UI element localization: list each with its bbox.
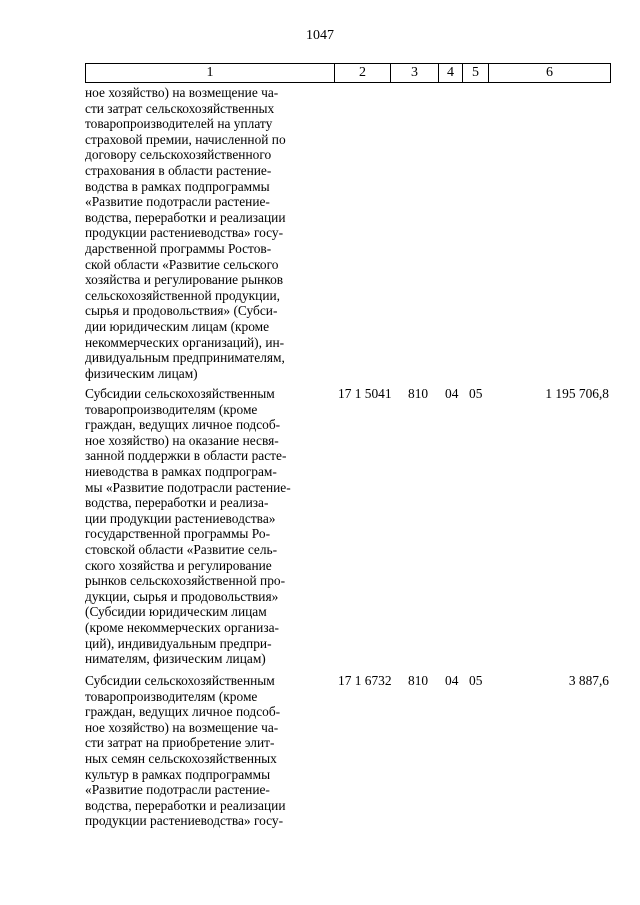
row-description: Субсидии сельскохозяйственным товаропроизводителям (кроме граждан, ведущих личное подсоб- ное хозяйство) на возмещение ча- сти затрат на приобретение элит- ных семян сельскохозяйственных культур в рамках подпрограммы «Развитие подотрасли растение- водства, переработки и реализации продукции растениеводства» госу-: [85, 673, 286, 829]
row-description: ное хозяйство) на возмещение ча- сти затрат сельскохозяйственных товаропроизводителей на уплату страховой премии, начисленной по договору сельскохозяйственного страхования в области растение- водства в рамках подпрограммы «Развитие подотрасли растение- водства, переработки и реализации продукции растениеводства» госу- дарственной программы Ростов- ской области «Развитие сельского хозяйства и регулирование рынков сельскохозяйственной продукции, сырья и продовольствия» (Субси- дии юридическим лицам (кроме некоммерческих организаций), ин- дивидуальным предпринимателям, физическим лицам): [85, 85, 286, 381]
table-row: [85, 386, 611, 671]
target-article-code: 17 1 5041: [338, 386, 392, 401]
column-header-1: 1: [206, 65, 214, 80]
column-header-2: 2: [334, 64, 390, 82]
table-header: [85, 63, 611, 83]
subsection-code: 05: [469, 386, 483, 401]
amount: 3 887,6: [568, 673, 609, 688]
column-header-5: 5: [462, 64, 488, 82]
table-row: [85, 673, 611, 833]
expense-type: 810: [408, 673, 429, 688]
expense-type: 810: [408, 386, 429, 401]
column-header-6: 6: [488, 64, 610, 82]
column-header-3: 3: [390, 64, 438, 82]
column-header-4: 4: [438, 64, 462, 82]
section-code: 04: [445, 386, 459, 401]
table-row: [85, 85, 611, 385]
amount: 1 195 706,8: [545, 386, 609, 401]
row-description: Субсидии сельскохозяйственным товаропроизводителям (кроме граждан, ведущих личное подсоб- ное хозяйство) на оказание несвя- занной поддержки в области расте- ниеводства в рамках подпрограм- мы «Развитие подотрасли растение- водства, переработки и реализа- ции продукции растениеводства» государственной программы Ро- стовской области «Развитие сель- ского хозяйства и регулирование рынков сельскохозяйственной про- дукции, сырья и продовольствия» (Субсидии юридическим лицам (кроме некоммерческих организа- ций), индивидуальным предпри- нимателям, физическим лицам): [85, 386, 291, 667]
page-number: 1047: [306, 28, 334, 43]
target-article-code: 17 1 6732: [338, 673, 392, 688]
section-code: 04: [445, 673, 459, 688]
subsection-code: 05: [469, 673, 483, 688]
